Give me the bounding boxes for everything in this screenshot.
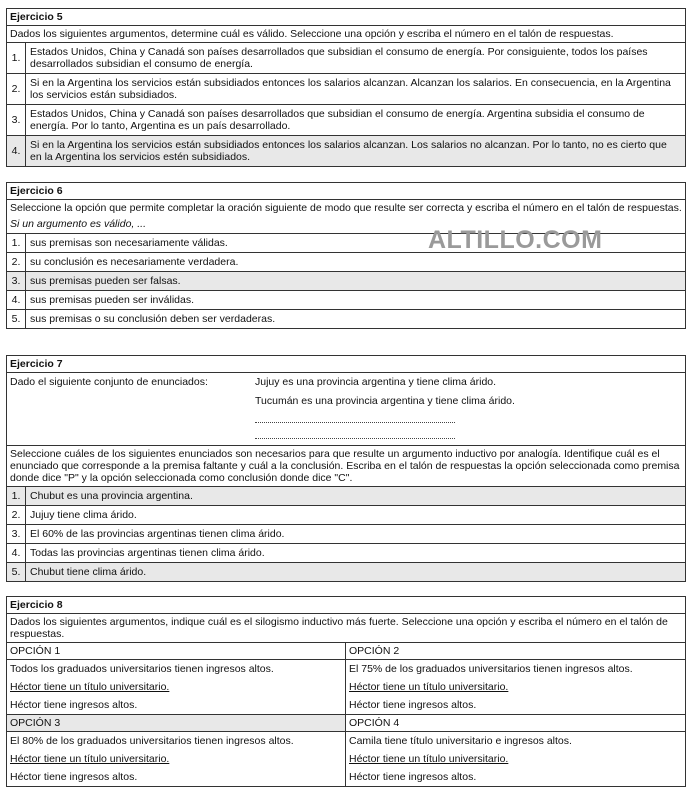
option-text: Jujuy tiene clima árido.	[30, 509, 137, 521]
ej5-option-4[interactable]	[7, 136, 685, 166]
watermark-logo: ALTILLO.COM	[428, 226, 603, 254]
option-premise-2: Héctor tiene un título universitario.	[10, 681, 170, 693]
ej7-blank-line-2	[255, 429, 455, 439]
ej6-option-4[interactable]	[7, 291, 685, 310]
option-text: sus premisas pueden ser inválidas.	[30, 294, 195, 306]
option-text: Chubut tiene clima árido.	[30, 566, 147, 578]
ej7-statement-1: Jujuy es una provincia argentina y tiene clima árido.	[255, 376, 497, 388]
ej8-instruction: Dados los siguientes argumentos, indique cuál es el silogismo inductivo más fuerte. Seleccione una opción y escriba el número en el talón de respuestas.	[7, 614, 685, 643]
option-heading: OPCIÓN 1	[7, 643, 345, 660]
ej7-option-2[interactable]	[7, 506, 685, 525]
ej5-instruction: Dados los siguientes argumentos, determine cuál es válido. Seleccione una opción y escriba el número en el talón de respuestas.	[7, 26, 685, 43]
option-premise-2: Héctor tiene un título universitario.	[10, 753, 170, 765]
option-conclusion: Héctor tiene ingresos altos.	[349, 771, 477, 783]
ej7-option-4[interactable]	[7, 544, 685, 563]
option-conclusion: Héctor tiene ingresos altos.	[10, 771, 138, 783]
option-number: 2.	[7, 506, 26, 524]
ejercicio-7	[6, 355, 686, 582]
option-text: su conclusión es necesariamente verdadera.	[30, 256, 239, 268]
option-text: sus premisas son necesariamente válidas.	[30, 237, 228, 249]
ej6-stem: Si un argumento es válido, ...	[7, 216, 685, 234]
ej8-option-3[interactable]	[7, 715, 346, 786]
ej7-blank-line-1	[255, 413, 455, 423]
option-number: 2.	[7, 74, 26, 104]
option-text: sus premisas o su conclusión deben ser verdaderas.	[30, 313, 276, 325]
option-text: Estados Unidos, China y Canadá son países desarrollados que subsidian el consumo de energía. Argentina subsidia el consumo de energía. Por lo tanto, Argentina es un país desarrollado.	[30, 108, 645, 132]
option-number: 1.	[7, 487, 26, 505]
ej5-option-1[interactable]	[7, 43, 685, 74]
ejercicio-8	[6, 596, 686, 787]
option-number: 3.	[7, 272, 26, 290]
option-text: Todas las provincias argentinas tienen clima árido.	[30, 547, 265, 559]
ej7-statements	[7, 373, 685, 446]
ej7-statement-2: Tucumán es una provincia argentina y tiene clima árido.	[255, 395, 515, 407]
option-number: 4.	[7, 136, 26, 166]
option-text: El 60% de las provincias argentinas tienen clima árido.	[30, 528, 285, 540]
option-number: 1.	[7, 43, 26, 73]
option-number: 3.	[7, 105, 26, 135]
ej5-title: Ejercicio 5	[7, 9, 685, 26]
ej6-option-2[interactable]	[7, 253, 685, 272]
ej7-lead: Dado el siguiente conjunto de enunciados:	[10, 376, 208, 388]
ejercicio-5	[6, 8, 686, 167]
option-text: Si en la Argentina los servicios están subsidiados entonces los salarios alcanzan. Los salarios no alcanzan. Por lo tanto, no es cierto que en la Argentina los servicios estén subsidiados.	[30, 139, 667, 163]
ej8-option-4[interactable]	[346, 715, 685, 786]
option-premise-2: Héctor tiene un título universitario.	[349, 753, 509, 765]
option-premise-1: Todos los graduados universitarios tienen ingresos altos.	[10, 663, 274, 675]
option-conclusion: Héctor tiene ingresos altos.	[349, 699, 477, 711]
option-number: 4.	[7, 544, 26, 562]
option-conclusion: Héctor tiene ingresos altos.	[10, 699, 138, 711]
ej6-option-3[interactable]	[7, 272, 685, 291]
ej8-option-2[interactable]	[346, 643, 685, 715]
ej6-title: Ejercicio 6	[7, 183, 685, 200]
ej8-options-grid	[7, 643, 685, 786]
ej6-instruction: Seleccione la opción que permite completar la oración siguiente de modo que resulte ser correcta y escriba el número en el talón de respuestas.	[10, 202, 682, 214]
option-number: 4.	[7, 291, 26, 309]
option-text: Si en la Argentina los servicios están subsidiados entonces los salarios alcanzan. Alcanzan los salarios. En consecuencia, en la Argentina los servicios están subsidiados.	[30, 77, 671, 101]
ej7-option-5[interactable]	[7, 563, 685, 581]
option-number: 3.	[7, 525, 26, 543]
ejercicio-6	[6, 182, 686, 329]
option-heading: OPCIÓN 4	[346, 715, 685, 732]
option-premise-1: Camila tiene título universitario e ingresos altos.	[349, 735, 572, 747]
ej5-option-2[interactable]	[7, 74, 685, 105]
option-text: sus premisas pueden ser falsas.	[30, 275, 181, 287]
option-text: Chubut es una provincia argentina.	[30, 490, 193, 502]
ej7-title: Ejercicio 7	[7, 356, 685, 373]
ej7-instruction: Seleccione cuáles de los siguientes enunciados son necesarios para que resulte un argumento inductivo por analogía. Identifique cuál es el enunciado que corresponde a la premisa faltante y cuál a la conclusión. Escriba en el talón de respuestas la opción seleccionada como premisa donde dice "P" y la opción seleccionada como conclusión donde dice "C".	[7, 446, 685, 487]
ej8-option-1[interactable]	[7, 643, 346, 715]
option-number: 1.	[7, 234, 26, 252]
option-number: 2.	[7, 253, 26, 271]
option-premise-2: Héctor tiene un título universitario.	[349, 681, 509, 693]
ej7-option-1[interactable]	[7, 487, 685, 506]
option-text: Estados Unidos, China y Canadá son países desarrollados que subsidian el consumo de energía. Por consiguiente, todos los países desarrollados subsidian el consumo de energía.	[30, 46, 648, 70]
option-heading: OPCIÓN 3	[7, 715, 345, 732]
option-number: 5.	[7, 563, 26, 581]
ej8-title: Ejercicio 8	[7, 597, 685, 614]
option-number: 5.	[7, 310, 26, 328]
option-premise-1: El 80% de los graduados universitarios tienen ingresos altos.	[10, 735, 294, 747]
option-premise-1: El 75% de los graduados universitarios tienen ingresos altos.	[349, 663, 633, 675]
option-heading: OPCIÓN 2	[346, 643, 685, 660]
ej7-option-3[interactable]	[7, 525, 685, 544]
ej5-option-3[interactable]	[7, 105, 685, 136]
ej6-option-5[interactable]	[7, 310, 685, 328]
